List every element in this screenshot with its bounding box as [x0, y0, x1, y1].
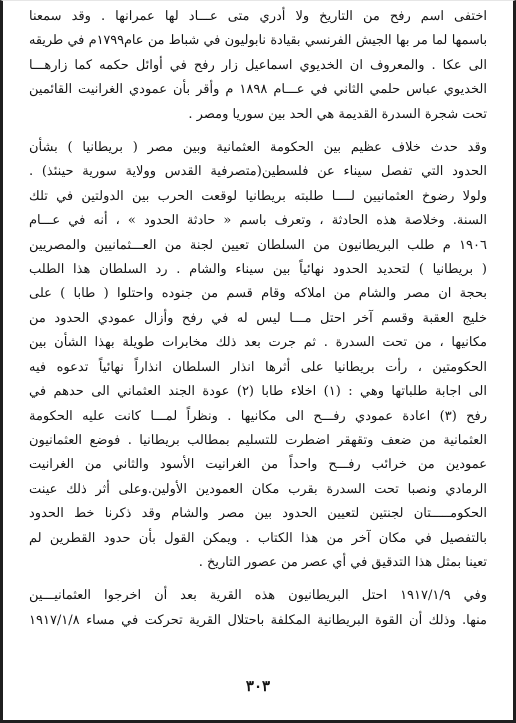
text-line: اختفى اسم رفح من التاريخ ولا أدري متى عـــاد لها عمرانها . وقد سمعنا: [29, 9, 487, 24]
text-line: باسمها لما مر بها الجيش الفرنسي بقيادة نابوليون في شباط من عام١٧٩٩م في طريقه: [29, 33, 487, 49]
text-line: وقد حدث خلاف عظيم بين الحكومة العثمانية وبين مصر ( بريطانيا ) بشأن: [29, 140, 487, 156]
text-line: ولولا رضوخ العثمانيين لــــا طلبته بريطانيا لوقعت الحرب بين الدولتين في تلك: [29, 188, 487, 204]
text-line: ١٩٠٦ م طلب البريطانيون من السلطان تعيين لجنة من العـــثمانيين والمصريين: [29, 237, 487, 253]
text-line: وفي ١٩١٧/١/٩ احتل البريطانيون هذه القرية بعد أن اخرجوا العثمانيـــين: [29, 588, 487, 604]
text-line: بالتفصيل في مكان آخر من هذا الكتاب . ويمكن القول بأن حدود القطرين لم: [29, 530, 487, 546]
text-line: مكانيها ، من تحت السدرة . ثم جرت بعد ذلك مخابرات طويلة بهذا الشأن بين: [29, 335, 487, 351]
text-line: الى عكا . والمعروف ان الخديوي اسماعيل زار رفح في أوائل حكمه كما زارهـــا: [29, 57, 487, 73]
text-line: الى اجابة طلباتها وهي : (١) اخلاء طابا (٢) عودة الجند العثماني الى حدهم في: [29, 384, 487, 400]
body-text: [29, 5, 487, 633]
text-line: منها. وذلك أن القوة البريطانية المكلفة باحتلال القرية تحركت في مساء ١٩١٧/١/٨: [29, 612, 487, 628]
text-line: العثمانية من ضعف وتقهقر اضطرت للتسليم بمطالب بريطانيا . فوضع العثمانيون: [29, 432, 487, 448]
text-line: ( بريطانيا ) لتحديد الحدود نهائياً بين سيناء والشام . رد السلطان هذا الطلب: [29, 262, 487, 278]
paragraph-1: [29, 5, 487, 127]
text-line: خليج العقبة وقسم آخر احتل مـــا ليس له في رفح وأزال عمودي الحدود من: [29, 310, 487, 326]
page-number: ٣٠٣: [245, 677, 271, 695]
text-line: تحت شجرة السدرة القديمة هي الحد بين سوريا ومصر .: [188, 106, 487, 122]
text-line: الحدود التي تفصل سيناء عن فلسطين(متصرفية القدس وولاية سورية حينئذ) .: [29, 164, 487, 180]
text-line: الرمادي ونصبا تحت السدرة بقرب مكان العمودين الأولين.وعلى أثر ذلك عينت: [29, 481, 487, 497]
text-line: الحكومتين ، رأت بريطانيا على أثرها انذار السلطان انذاراً نهائياً تدعوه فيه: [29, 359, 487, 375]
text-line: رفح (٣) اعادة عمودي رفـــح الى مكانيها . ونظراً لمـــا كانت عليه الحكومة: [29, 408, 487, 424]
text-line: بحجة ان مصر والشام من املاكه وقام قسم من جنوده واحتلوا ( طابا ) على: [29, 286, 487, 302]
text-line: السنة. وخلاصة هذه الحادثة ، وتعرف باسم « حادثة الحدود » ، أنه في عـــام: [29, 213, 487, 229]
text-line: الحكومـــــتان لجنتين لتعيين الحدود بين مصر والشام وقد ذكرنا خط الحدود: [29, 506, 487, 522]
text-line: الخديوي عباس حلمي الثاني في عـــام ١٨٩٨ م وأقر بأن عمودي الغرانيت القائمين: [29, 82, 487, 98]
paragraph-2: [29, 136, 487, 575]
text-line: عمودين من خرائب رفـــح واحداً من الغرانيت الأسود والثاني من الغرانيت: [29, 457, 487, 473]
paragraph-3: [29, 584, 487, 633]
text-line: تعينا بمثل هذا التدقيق في أي عصر من عصور التاريخ .: [198, 554, 487, 570]
